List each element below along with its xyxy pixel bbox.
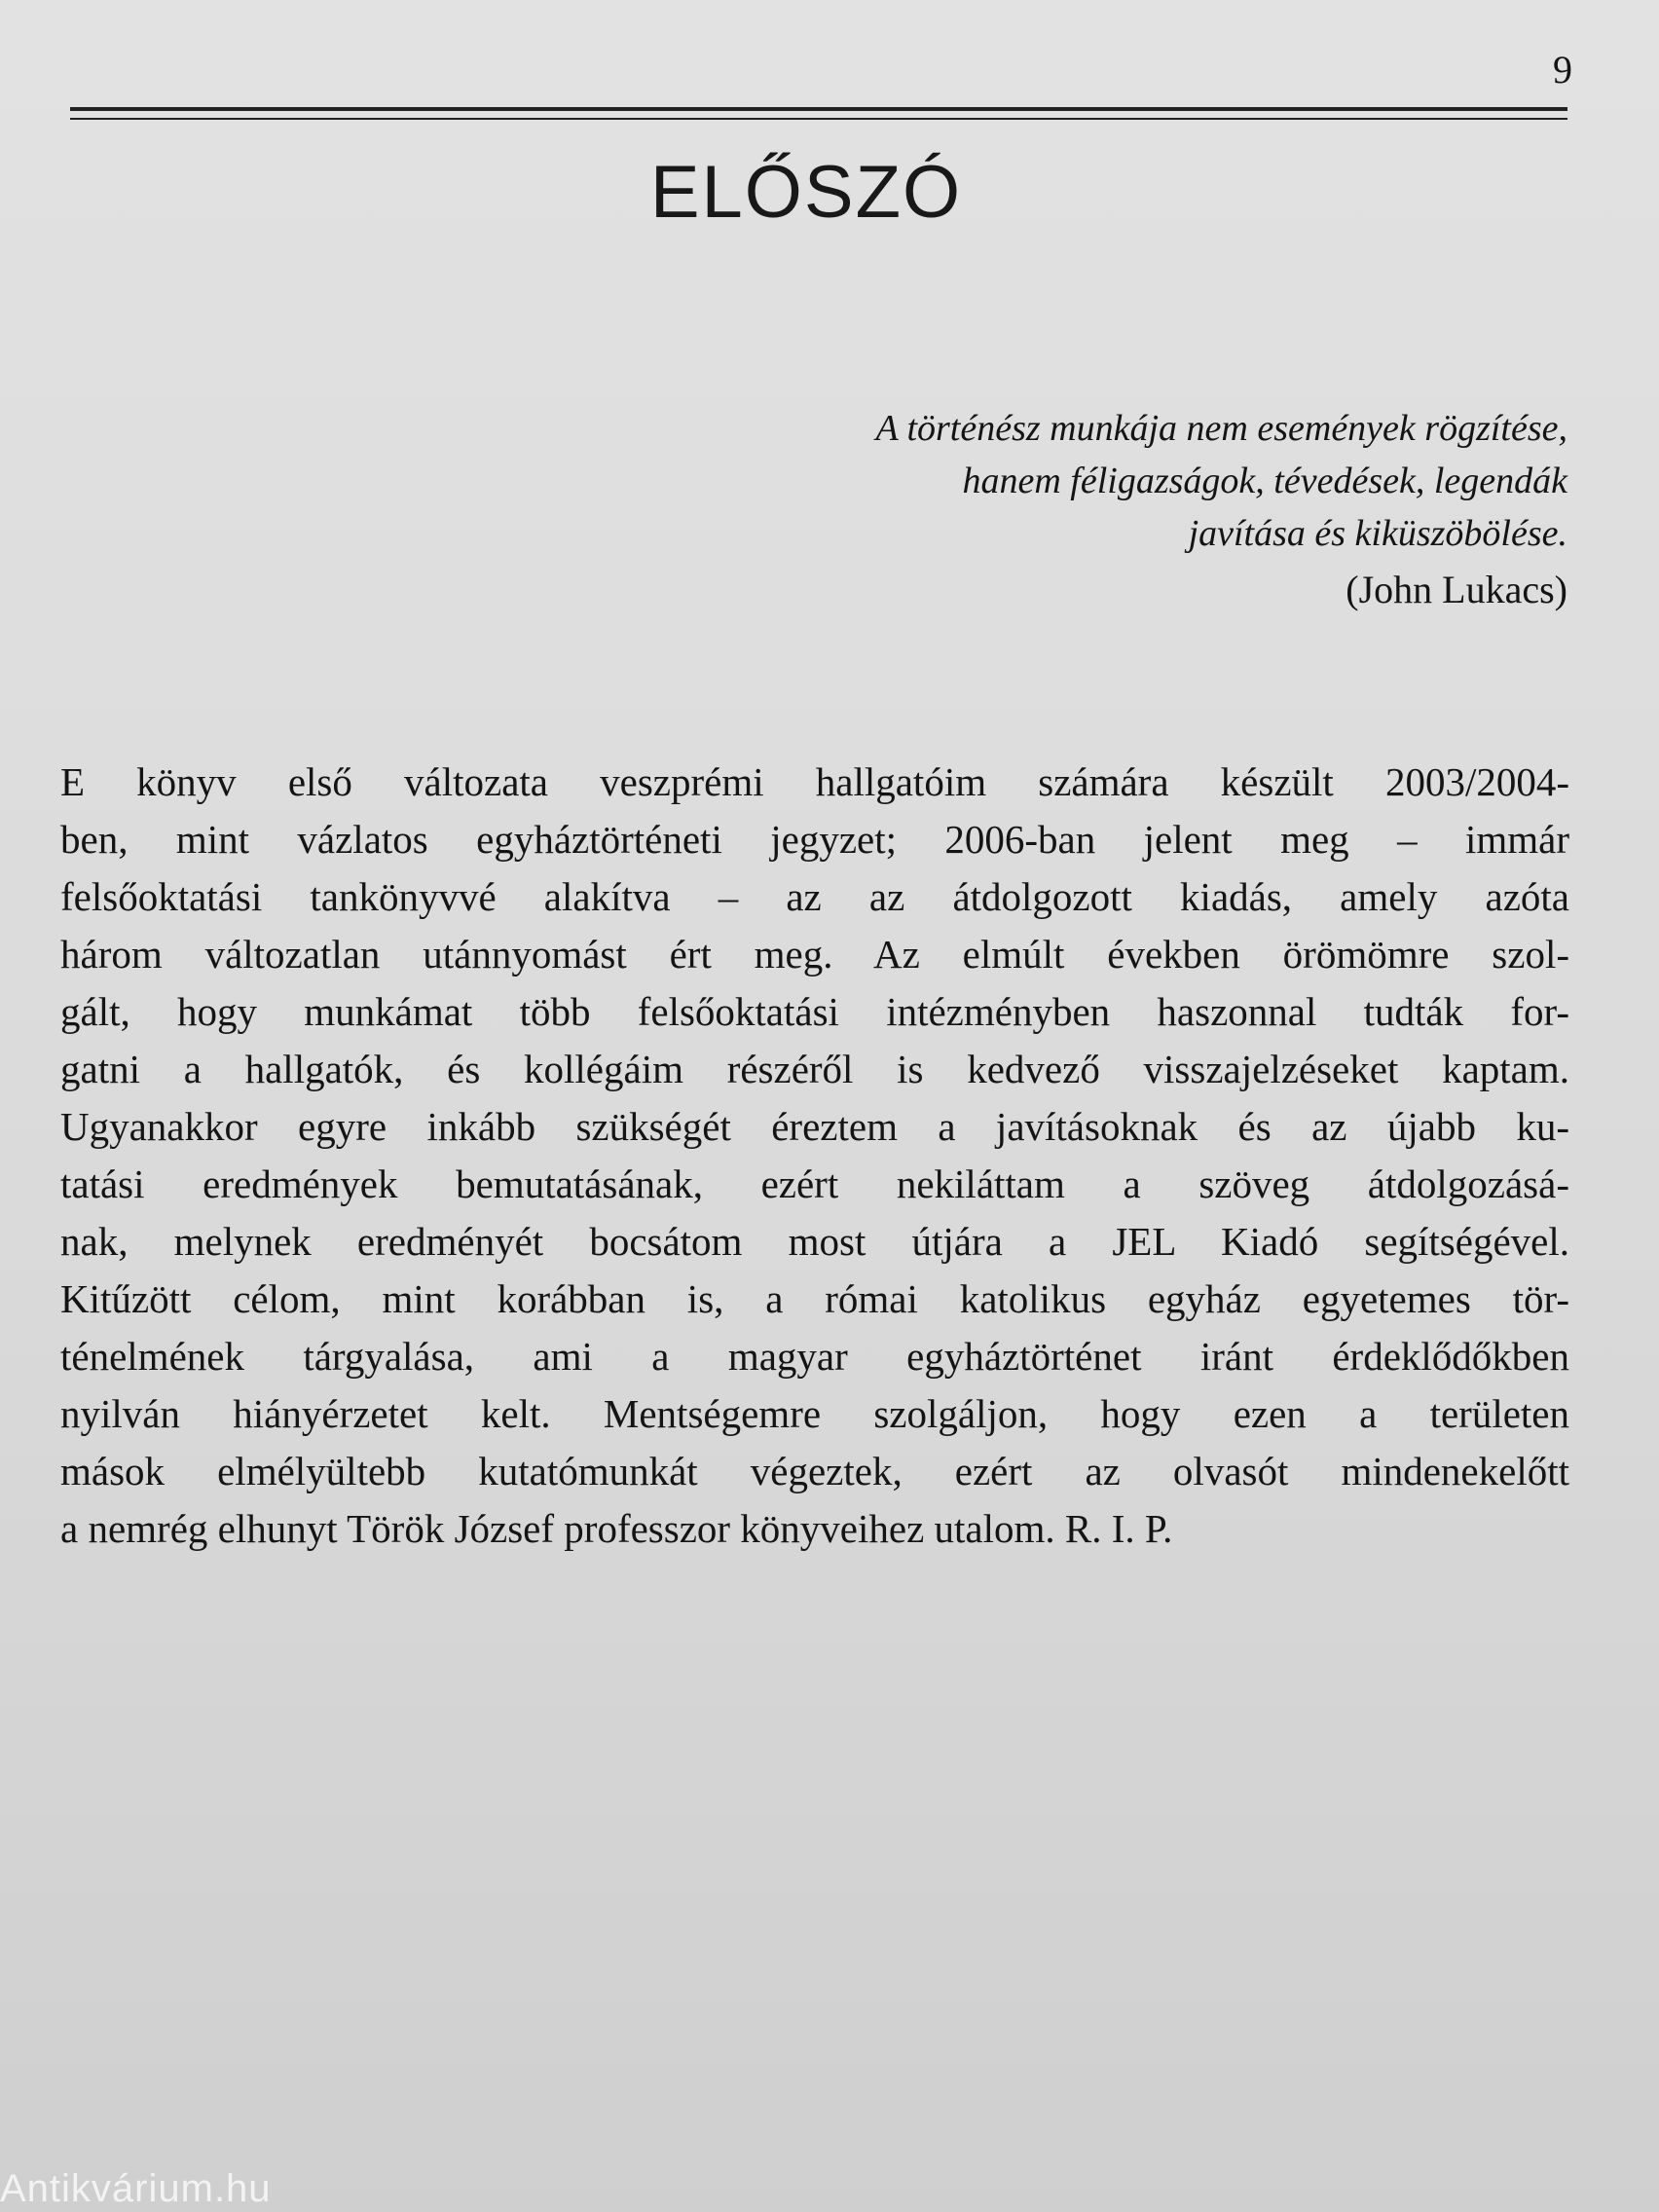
epigraph-line: hanem féligazságok, tévedések, legendák [962, 461, 1567, 501]
paragraph-line: tatási eredmények bemutatásának, ezért nekiláttam a szöveg átdolgozásá- [60, 1161, 1569, 1206]
paragraph-line: Ugyanakkor egyre inkább szükségét éreztem a javításoknak és az újabb ku- [60, 1104, 1569, 1149]
preface-paragraph [60, 754, 1569, 1558]
paragraph-line: gatni a hallgatók, és kollégáim részéről is kedvező visszajelzéseket kaptam. [60, 1047, 1569, 1091]
paragraph-line: nak, melynek eredményét bocsátom most útjára a JEL Kiadó segítségével. [60, 1219, 1569, 1264]
header-rule-thin [70, 118, 1567, 120]
paragraph-line: Kitűzött célom, mint korábban is, a római katolikus egyház egyetemes tör- [60, 1276, 1569, 1321]
header-rule [70, 107, 1567, 111]
paragraph-line: nyilván hiányérzetet kelt. Mentségemre szolgáljon, hogy ezen a területen [60, 1391, 1569, 1436]
paragraph-line: mások elmélyültebb kutatómunkát végeztek, ezért az olvasót mindenekelőtt [60, 1449, 1569, 1493]
paragraph-line: három változatlan utánnyomást ért meg. Az elmúlt években örömömre szol- [60, 932, 1569, 977]
paragraph-line: ténelmének tárgyalása, ami a magyar egyháztörténet iránt érdeklődőkben [60, 1334, 1569, 1379]
paragraph-line: felsőoktatási tankönyvvé alakítva – az az átdolgozott kiadás, amely azóta [60, 874, 1569, 919]
paragraph-line: E könyv első változata veszprémi hallgatóim számára készült 2003/2004- [60, 759, 1569, 804]
epigraph-line: A történész munkája nem események rögzítése, [875, 408, 1567, 449]
watermark: Antikvárium.hu [0, 2167, 272, 2210]
paragraph-line: ben, mint vázlatos egyháztörténeti jegyzet; 2006-ban jelent meg – immár [60, 817, 1569, 862]
epigraph [399, 402, 1567, 616]
page-number: 9 [1553, 48, 1572, 92]
epigraph-author: (John Lukacs) [1346, 568, 1567, 611]
paragraph-line: a nemrég elhunyt Török József professzor könyveihez utalom. R. I. P. [60, 1506, 1173, 1551]
paragraph-line: gált, hogy munkámat több felsőoktatási intézményben haszonnal tudták for- [60, 989, 1569, 1034]
epigraph-line: javítása és kiküszöbölése. [1188, 513, 1567, 554]
chapter-title: ELŐSZÓ [649, 151, 963, 234]
